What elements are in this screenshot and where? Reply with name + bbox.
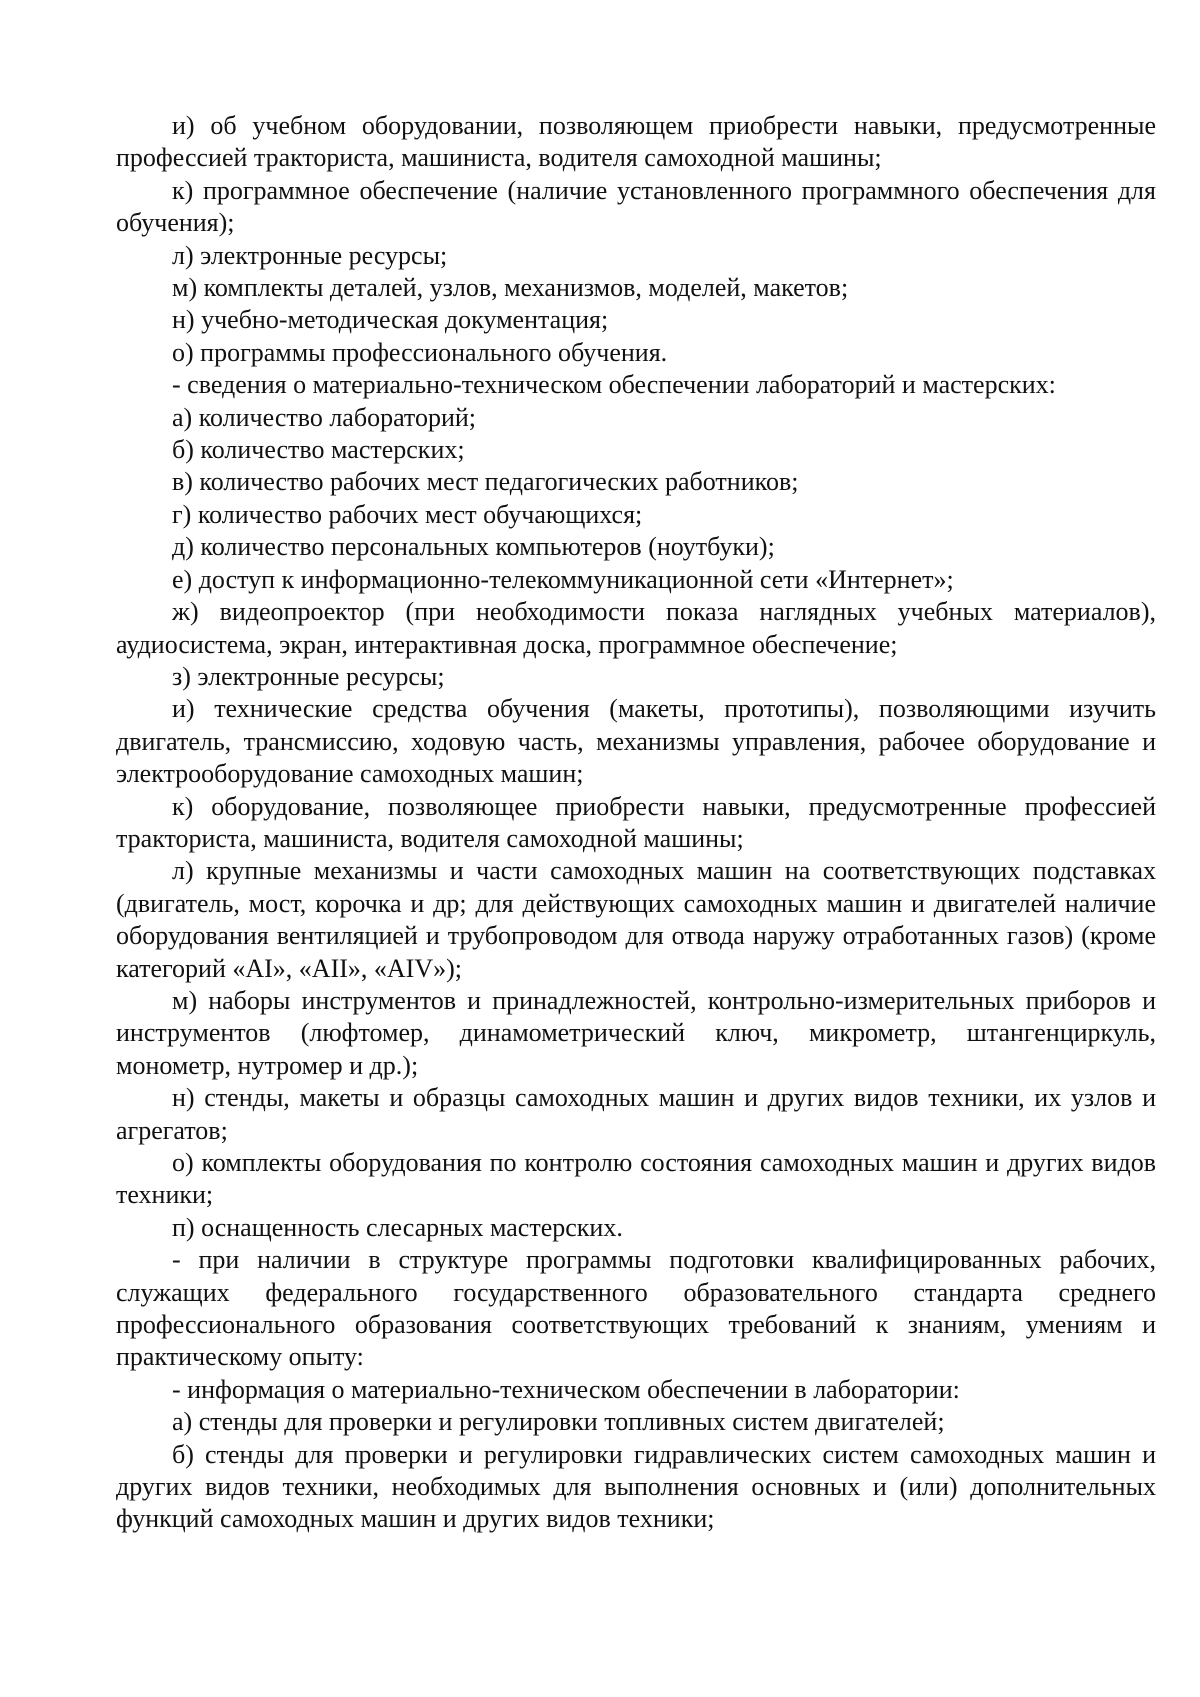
paragraph: н) учебно-методическая документация; xyxy=(172,305,609,335)
paragraph: к) программное обеспечение (наличие установленного программного обеспечения для обучения); xyxy=(116,175,1156,238)
paragraph: а) стенды для проверки и регулировки топливных систем двигателей; xyxy=(172,1407,945,1437)
paragraph: м) наборы инструментов и принадлежностей, контрольно-измерительных приборов и инструментов (люфтомер, динамометрический ключ, микрометр, штангенциркуль, монометр, нутромер и др.); xyxy=(116,985,1156,1080)
paragraph: и) технические средства обучения (макеты, прототипы), позволяющими изучить двигатель, трансмиссию, ходовую часть, механизмы управления, рабочее оборудование и электрооборудование самоходных машин; xyxy=(116,694,1156,789)
paragraph: м) комплекты деталей, узлов, механизмов, моделей, макетов; xyxy=(172,273,849,303)
paragraph: б) стенды для проверки и регулировки гидравлических систем самоходных машин и других видов техники, необходимых для выполнения основных и (или) дополнительных функций самоходных машин и других видов техники; xyxy=(116,1439,1156,1534)
paragraph: - информация о материально-техническом обеспечении в лаборатории: xyxy=(172,1374,960,1404)
paragraph: л) крупные механизмы и части самоходных машин на соответствующих подставках (двигатель, мост, корочка и др; для действующих самоходных машин и двигателей наличие оборудования вентиляцией и трубопроводом для отвода наружу отработанных газов) (кроме категорий «AI», «AII», «AIV»); xyxy=(116,856,1156,983)
paragraph: в) количество рабочих мест педагогических работников; xyxy=(172,467,799,497)
paragraph: г) количество рабочих мест обучающихся; xyxy=(172,499,643,529)
document-page xyxy=(116,110,1156,1536)
paragraph: з) электронные ресурсы; xyxy=(172,661,445,691)
paragraph: п) оснащенность слесарных мастерских. xyxy=(172,1212,623,1242)
paragraph: к) оборудование, позволяющее приобрести навыки, предусмотренные профессией тракториста, машиниста, водителя самоходной машины; xyxy=(116,791,1156,853)
paragraph: е) доступ к информационно-телекоммуникационной сети «Интернет»; xyxy=(172,564,954,594)
paragraph: ж) видеопроектор (при необходимости показа наглядных учебных материалов), аудиосистема, экран, интерактивная доска, программное обеспечение; xyxy=(116,597,1156,659)
paragraph: а) количество лабораторий; xyxy=(172,402,477,432)
paragraph: - сведения о материально-техническом обеспечении лабораторий и мастерских: xyxy=(172,370,1056,400)
paragraph: - при наличии в структуре программы подготовки квалифицированных рабочих, служащих федерального государственного образовательного стандарта среднего профессионального образования соответствующих требований к знаниям, умениям и практическому опыту: xyxy=(116,1245,1156,1372)
paragraph: н) стенды, макеты и образцы самоходных машин и других видов техники, их узлов и агрегатов; xyxy=(116,1083,1156,1145)
paragraph: д) количество персональных компьютеров (ноутбуки); xyxy=(172,532,775,562)
paragraph: б) количество мастерских; xyxy=(172,435,465,465)
paragraph: л) электронные ресурсы; xyxy=(172,240,448,270)
paragraph: о) комплекты оборудования по контролю состояния самоходных машин и других видов техники; xyxy=(116,1148,1156,1210)
paragraph: и) об учебном оборудовании, позволяющем приобрести навыки, предусмотренные профессией тракториста, машиниста, водителя самоходной машины; xyxy=(116,111,1156,173)
paragraph: о) программы профессионального обучения. xyxy=(172,337,668,367)
